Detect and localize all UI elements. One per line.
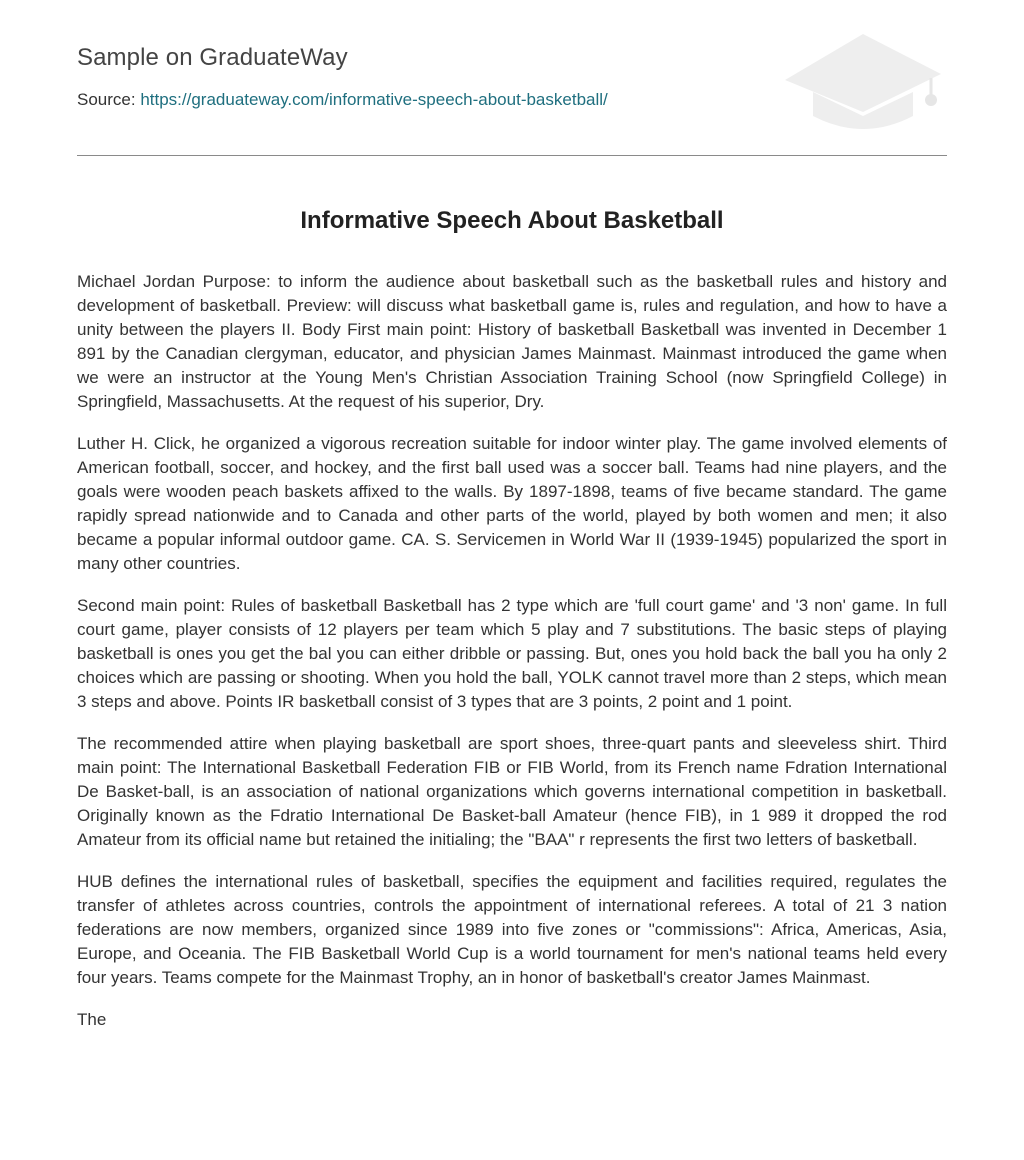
source-label: Source:	[77, 90, 136, 109]
paragraph: Michael Jordan Purpose: to inform the audience about basketball such as the basketball rules and history and development of basketball. Preview: will discuss what basketball game is, rules and regulation, and how to have a unity between the players II. Body First main point: History of basketball Basketball was invented in December 1 891 by the Canadian clergyman, educator, and physician James Mainmast. Mainmast introduced the game when we were an instructor at the Young Men's Christian Association Training School (now Springfield College) in Springfield, Massachusetts. At the request of his superior, Dry.	[77, 272, 947, 411]
paragraph: Second main point: Rules of basketball Basketball has 2 type which are 'full court game' and '3 non' game. In full court game, player consists of 12 players per team which 5 play and 7 substitutions. The basic steps of playing basketball is ones you get the bal you can either dribble or passing. But, ones you hold back the ball you ha only 2 choices which are passing or shooting. When you hold the ball, YOLK cannot travel more than 2 steps, which mean 3 steps and above. Points IR basketball consist of 3 types that are 3 points, 2 point and 1 point.	[77, 596, 947, 711]
document-title: Informative Speech About Basketball	[300, 207, 724, 234]
paragraph: The recommended attire when playing basketball are sport shoes, three-quart pants and sleeveless shirt. Third main point: The International Basketball Federation FIB or FIB World, from its French name Fdration International De Basket-ball, is an association of national organizations which governs international competition in basketball. Originally known as the Fdratio International De Basket-ball Amateur (hence FIB), in 1 989 it dropped the rod Amateur from its official name but retained the initialing; the "BAA" r represents the first two letters of basketball.	[77, 734, 947, 849]
paragraph: Luther H. Click, he organized a vigorous recreation suitable for indoor winter play. The game involved elements of American football, soccer, and hockey, and the first ball used was a soccer ball. Teams had nine players, and the goals were wooden peach baskets affixed to the walls. By 1897-1898, teams of five became standard. The game rapidly spread nationwide and to Canada and other parts of the world, played by both women and men; it also became a popular informal outdoor game. CA. S. Servicemen in World War II (1939-1945) popularized the sport in many other countries.	[77, 434, 947, 573]
source-link[interactable]: https://graduateway.com/informative-speech-about-basketball/	[140, 90, 608, 109]
site-title: Sample on GraduateWay	[77, 44, 348, 71]
document-body	[77, 270, 947, 1032]
paragraph: The	[77, 1010, 107, 1029]
paragraph: HUB defines the international rules of basketball, specifies the equipment and facilities required, regulates the transfer of athletes across countries, controls the appointment of international referees. A total of 21 3 nation federations are now members, organized since 1989 into five zones or "commissions": Africa, Americas, Asia, Europe, and Oceania. The FIB Basketball World Cup is a world tournament for men's national teams held every four years. Teams compete for the Mainmast Trophy, an in honor of basketball's creator James Mainmast.	[77, 872, 947, 987]
header	[77, 0, 947, 156]
graduation-cap-icon	[779, 30, 947, 134]
source-line	[77, 90, 608, 110]
